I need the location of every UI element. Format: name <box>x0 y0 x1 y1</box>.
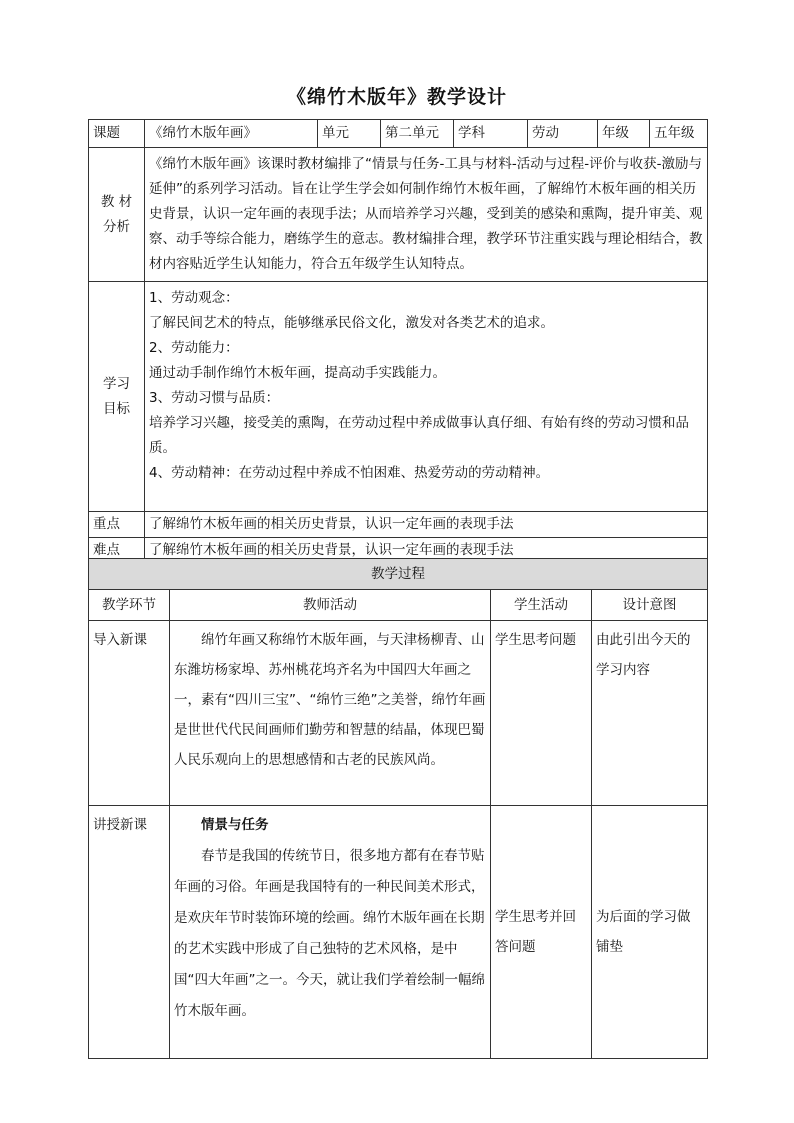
objectives-row <box>89 282 708 512</box>
objective-line: 1、劳动观念： <box>149 290 239 306</box>
objectives-label-line1: 学习 <box>103 375 130 392</box>
key-point-row <box>89 512 708 538</box>
stage-cell: 导入新课 <box>89 621 170 806</box>
table-row <box>89 621 708 806</box>
subject-value: 劳动 <box>528 120 598 148</box>
keti-value: 《绵竹木版年画》 <box>145 120 318 148</box>
analysis-text: 《绵竹木版年画》该课时教材编排了“情景与任务-工具与材料-活动与过程-评价与收获-激励与延伸”的系列学习活动。旨在让学生学会如何制作绵竹木板年画，了解绵竹木板年画的相关历史背景，认识一定年画的表现手法；从而培养学习兴趣，受到美的感染和熏陶，提升审美、观察、动手等综合能力，磨练学生的意志。教材编排合理，教学环节注重实践与理论相结合，教材内容贴近学生认知能力，符合五年级学生认知特点。 <box>145 148 708 282</box>
analysis-row <box>89 148 708 282</box>
objectives-content <box>145 282 708 512</box>
objective-line: 2、劳动能力： <box>149 340 239 356</box>
student-activity: 学生思考问题 <box>491 621 592 806</box>
objective-line: 了解民间艺术的特点，能够继承民俗文化，激发对各类艺术的追求。 <box>149 315 554 331</box>
key-point-text: 了解绵竹木板年画的相关历史背景，认识一定年画的表现手法 <box>145 512 708 538</box>
key-point-label: 重点 <box>89 512 145 538</box>
objectives-label <box>89 282 145 512</box>
col-header-intent: 设计意图 <box>592 590 708 621</box>
teacher-text: 春节是我国的传统节日，很多地方都有在春节贴年画的习俗。年画是我国特有的一种民间美术形式，是欢庆年节时装饰环境的绘画。绵竹木版年画在长期的艺术实践中形成了自己独特的艺术风格，是中国“四大年画”之一。今天，就让我们学着绘制一幅绵竹木版年画。 <box>174 848 485 1019</box>
col-header-student: 学生活动 <box>491 590 592 621</box>
page-title: 《绵竹木版年》教学设计 <box>286 86 507 108</box>
design-intent: 由此引出今天的学习内容 <box>592 621 708 806</box>
grade-label: 年级 <box>598 120 650 148</box>
keti-label: 课题 <box>89 120 145 148</box>
process-title: 教学过程 <box>89 559 708 590</box>
info-table <box>88 119 708 564</box>
grade-value: 五年级 <box>650 120 708 148</box>
analysis-label <box>89 148 145 282</box>
header-row <box>89 120 708 148</box>
unit-value: 第二单元 <box>381 120 454 148</box>
difficulty-text: 了解绵竹木板年画的相关历史背景，认识一定年画的表现手法 <box>145 538 708 564</box>
difficulty-label: 难点 <box>89 538 145 564</box>
objectives-label-line2: 目标 <box>103 400 130 417</box>
student-activity: 学生思考并回答问题 <box>491 806 592 1059</box>
analysis-label-line2: 分析 <box>103 218 130 235</box>
process-table <box>88 558 708 1059</box>
process-header-row <box>89 590 708 621</box>
teacher-heading: 情景与任务 <box>201 817 269 833</box>
col-header-teacher: 教师活动 <box>170 590 491 621</box>
objective-line: 培养学习兴趣，接受美的熏陶，在劳动过程中养成做事认真仔细、有始有终的劳动习惯和品质。 <box>149 415 689 456</box>
analysis-label-line1: 教 材 <box>100 193 133 210</box>
design-intent: 为后面的学习做铺垫 <box>592 806 708 1059</box>
table-row <box>89 806 708 1059</box>
teacher-activity: 绵竹年画又称绵竹木版年画，与天津杨柳青、山东潍坊杨家埠、苏州桃花坞齐名为中国四大年画之一，素有“四川三宝”、“绵竹三绝”之美誉，绵竹年画是世世代代民间画师们勤劳和智慧的结晶，体现巴蜀人民乐观向上的思想感情和古老的民族风尚。 <box>170 621 491 806</box>
teacher-activity <box>170 806 491 1059</box>
stage-cell: 讲授新课 <box>89 806 170 1059</box>
unit-label: 单元 <box>318 120 381 148</box>
process-title-row <box>89 559 708 590</box>
objective-line: 3、劳动习惯与品质： <box>149 390 280 406</box>
subject-label: 学科 <box>454 120 528 148</box>
col-header-stage: 教学环节 <box>89 590 170 621</box>
objective-line: 通过动手制作绵竹木板年画，提高动手实践能力。 <box>149 365 446 381</box>
objective-line: 4、劳动精神：在劳动过程中养成不怕困难、热爱劳动的劳动精神。 <box>149 465 550 481</box>
